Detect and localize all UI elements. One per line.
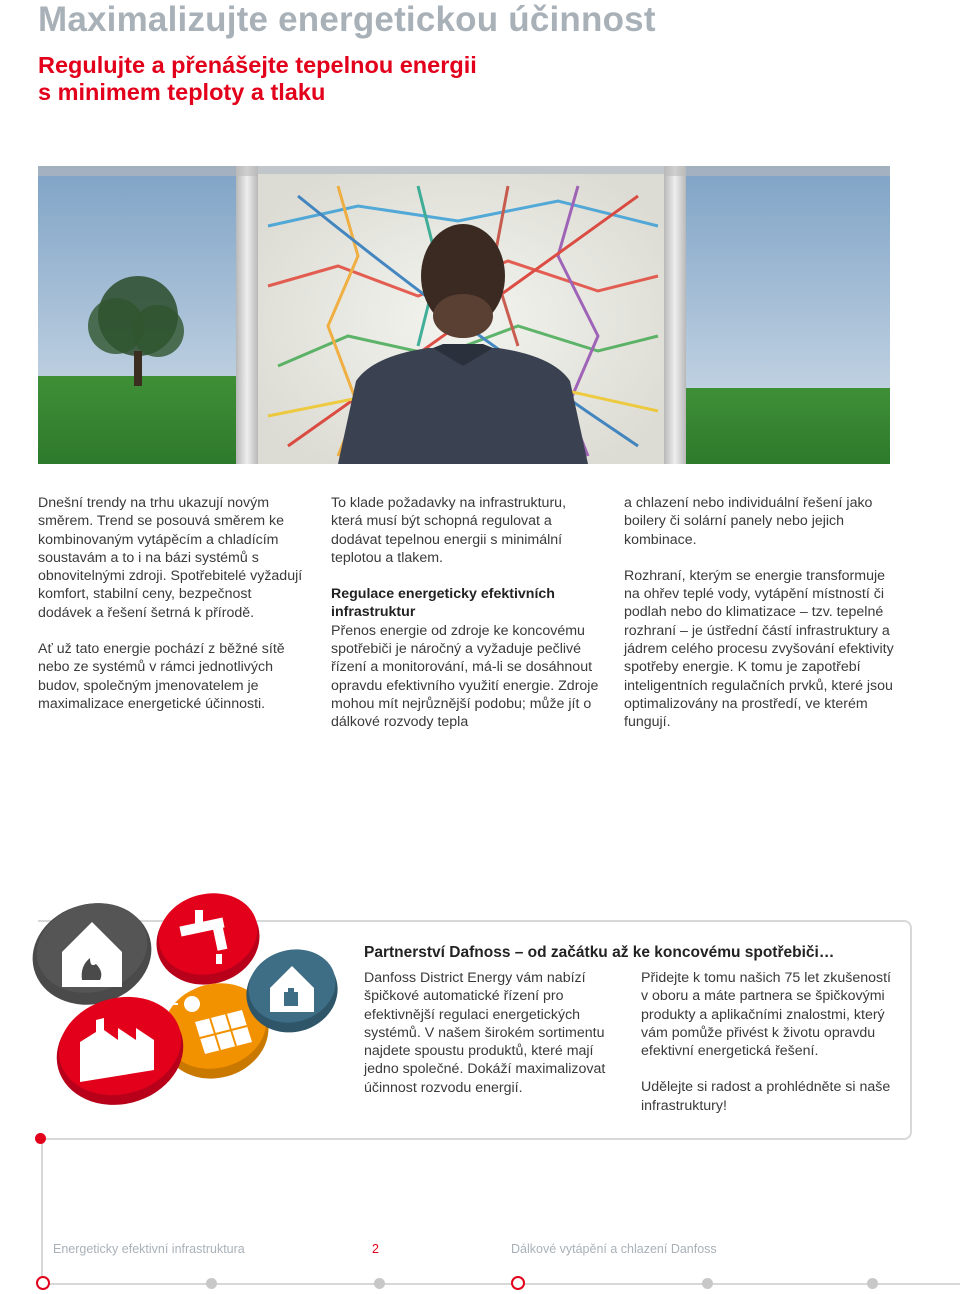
page-title: Maximalizujte energetickou účinnost xyxy=(38,0,656,39)
partner-column-2 xyxy=(641,969,901,1133)
footer-dot xyxy=(374,1278,385,1289)
footer-dot xyxy=(206,1278,217,1289)
page-subtitle xyxy=(38,52,638,106)
section-heading: Regulace energeticky efektivních infrastruktur xyxy=(331,586,555,621)
text-column-2 xyxy=(331,494,601,732)
paragraph: a chlazení nebo individuální řešení jako boilery či solární panely nebo jejich kombinace. xyxy=(624,495,873,548)
footer-line xyxy=(42,1283,960,1285)
page-number: 2 xyxy=(372,1242,379,1256)
paragraph: Ať už tato energie pochází z běžné sítě nebo ze systémů v rámci jednotlivých budov, společným jmenovatelem je maximalizace energetické účinnosti. xyxy=(38,641,285,712)
subtitle-line-1: Regulujte a přenášejte tepelnou energii xyxy=(38,52,477,78)
text-column-3 xyxy=(624,494,894,750)
paragraph: To klade požadavky na infrastrukturu, která musí být schopná regulovat a dodávat tepelnou energii s minimální teplotou a tlakem. xyxy=(331,495,567,566)
paragraph: Přenos energie od zdroje ke koncovému spotřebiči je náročný a vyžaduje pečlivé řízení a monitorování, má-li se dosáhnout opravdu efektivního využití energie. Zdroje mohou mít nejrůznější podobu; může jít o dálkové rozvody tepla xyxy=(331,622,599,731)
paragraph: Dnešní trendy na trhu ukazují novým směrem. Trend se posouvá směrem ke kombinovaným vytápěcím a chladícím soustavám a to i na bázi systémů s obnovitelnými zdroji. Spotřebitelé vyžadují komfort, stabilní ceny, bezpečnost dodávek a řešení šetrná k přírodě. xyxy=(38,495,303,621)
decorative-dot xyxy=(35,1133,46,1144)
footer-right-text: Dálkové vytápění a chlazení Danfoss xyxy=(511,1242,717,1256)
paragraph: Rozhraní, kterým se energie transformuje na ohřev teplé vody, vytápění místností či podlah nebo do klimatizace – tzv. tepelné rozhraní – je ústřední částí infrastruktury a jádrem celého procesu zvyšování efektivity spotřeby energie. K tomu je zapotřebí inteligentních regulačních prvků, které jsou optimalizovány na prostředí, ve kterém fungují. xyxy=(624,567,894,731)
paragraph: Danfoss District Energy vám nabízí špičkové automatické řízení pro efektivnější regulaci energetických systémů. V našem širokém sortimentu najdete spoustu produktů, které mají jedno společné. Dokáží maximalizovat účinnost rozvodu energií. xyxy=(364,970,606,1096)
text-column-1 xyxy=(38,494,308,731)
footer-dot-active xyxy=(511,1276,525,1290)
decorative-vertical-line xyxy=(41,1138,43,1284)
paragraph: Přidejte k tomu našich 75 let zkušeností v oboru a máte partnera se špičkovými produkty a aplikačními znalostmi, který vám pomůže přivést k životu opravdu efektivní energetická řešení. xyxy=(641,970,891,1060)
icon-cluster xyxy=(30,892,340,1122)
partner-title: Partnerství Dafnoss – od začátku až ke koncovému spotřebiči… xyxy=(364,944,835,961)
hero-image xyxy=(38,166,890,464)
footer-dot-active xyxy=(36,1276,50,1290)
footer-dot xyxy=(702,1278,713,1289)
footer-left-text: Energeticky efektivní infrastruktura xyxy=(53,1242,245,1256)
partner-column-1 xyxy=(364,969,624,1115)
subtitle-line-2: s minimem teploty a tlaku xyxy=(38,79,326,105)
paragraph: Udělejte si radost a prohlédněte si naše infrastruktury! xyxy=(641,1079,891,1114)
footer-dot xyxy=(867,1278,878,1289)
